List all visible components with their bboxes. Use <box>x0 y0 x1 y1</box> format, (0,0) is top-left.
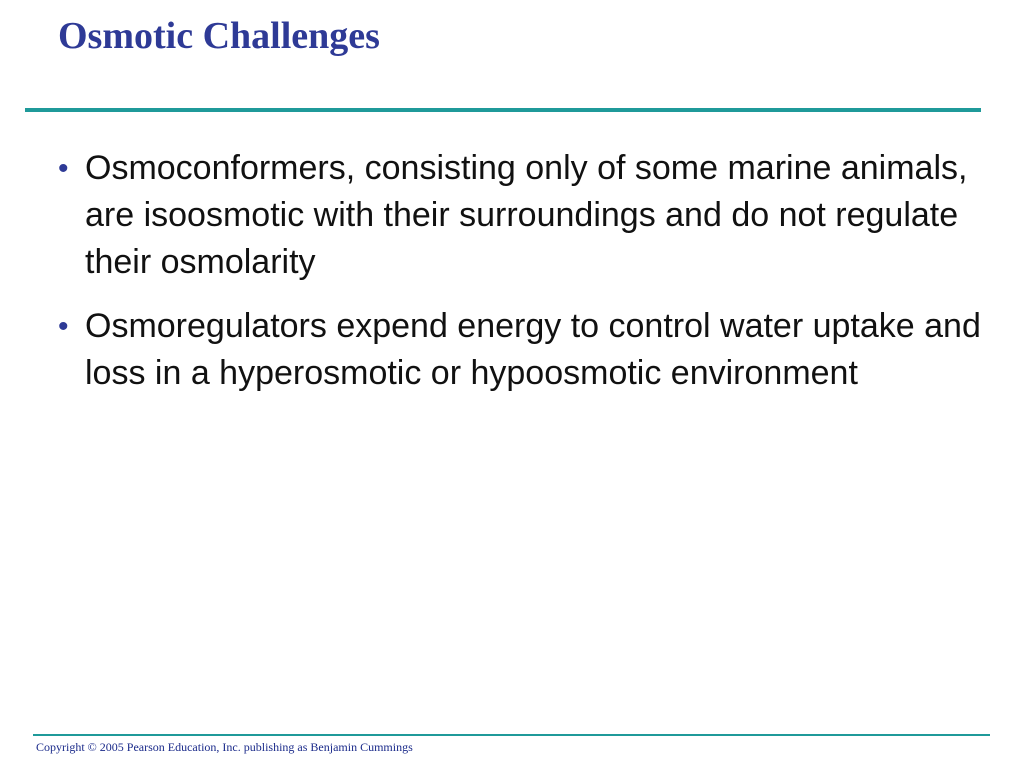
bullet-icon: • <box>58 310 69 343</box>
title-divider <box>25 108 981 112</box>
bullet-icon: • <box>58 152 69 185</box>
footer-divider <box>33 734 990 736</box>
bullet-item <box>58 303 988 397</box>
bullet-item <box>58 145 988 286</box>
bullet-list <box>58 145 988 414</box>
bullet-text: Osmoconformers, consisting only of some marine animals, are isoosmotic with their surroundings and do not regulate their osmolarity <box>85 149 968 281</box>
copyright-footer: Copyright © 2005 Pearson Education, Inc. publishing as Benjamin Cummings <box>36 740 413 754</box>
bullet-text: Osmoregulators expend energy to control water uptake and loss in a hyperosmotic or hypoosmotic environment <box>85 307 981 392</box>
slide-title: Osmotic Challenges <box>58 15 380 57</box>
